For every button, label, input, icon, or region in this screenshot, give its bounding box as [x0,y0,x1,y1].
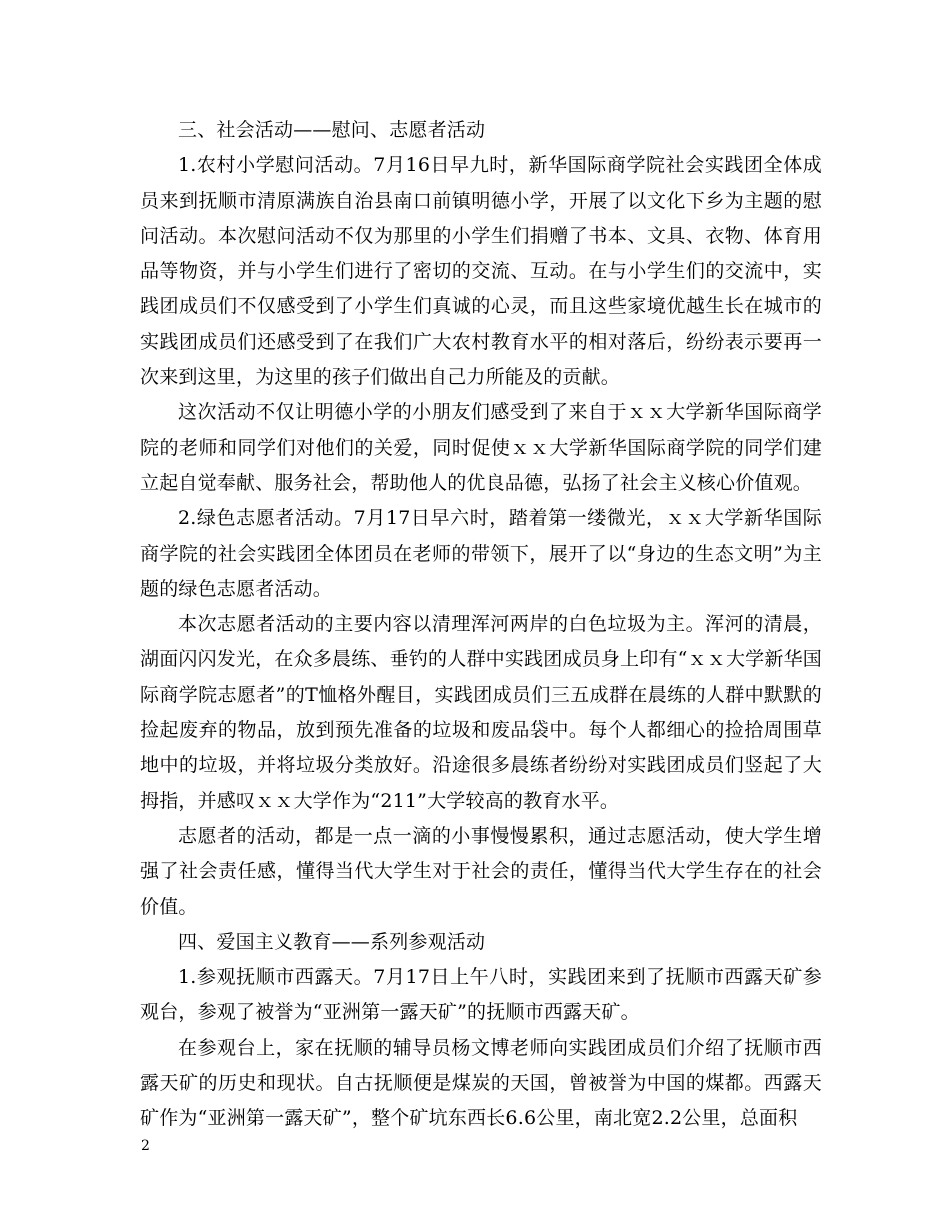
paragraph: 志愿者的活动，都是一点一滴的小事慢慢累积，通过志愿活动，使大学生增强了社会责任感，懂得当代大学生对于社会的责任，懂得当代大学生存在的社会价值。 [140,824,822,918]
paragraph: 2.绿色志愿者活动。7月17日早六时，踏着第一缕微光，ｘｘ大学新华国际商学院的社会实践团全体团员在老师的带领下，展开了以“身边的生态文明”为主题的绿色志愿者活动。 [140,507,822,600]
document-body [140,113,822,1137]
paragraph: 本次志愿者活动的主要内容以清理浑河两岸的白色垃圾为主。浑河的清晨，湖面闪闪发光，在众多晨练、垂钓的人群中实践团成员身上印有“ｘｘ大学新华国际商学院志愿者”的T恤格外醒目，实践团成员们三五成群在晨练的人群中默默的捡起废弃的物品，放到预先准备的垃圾和废品袋中。每个人都细心的捡拾周围草地中的垃圾，并将垃圾分类放好。沿途很多晨练者纷纷对实践团成员们竖起了大拇指，并感叹ｘｘ大学作为“211”大学较高的教育水平。 [140,613,822,812]
section-heading: 四、爱国主义教育——系列参观活动 [178,930,486,953]
paragraph: 1.参观抚顺市西露天。7月17日上午八时，实践团来到了抚顺市西露天矿参观台，参观了被誉为“亚洲第一露天矿”的抚顺市西露天矿。 [140,966,822,1024]
paragraph: 1.农村小学慰问活动。7月16日早九时，新华国际商学院社会实践团全体成员来到抚顺市清原满族自治县南口前镇明德小学，开展了以文化下乡为主题的慰问活动。本次慰问活动不仅为那里的小学生们捐赠了书本、文具、衣物、体育用品等物资，并与小学生们进行了密切的交流、互动。在与小学生们的交流中，实践团成员们不仅感受到了小学生们真诚的心灵，而且这些家境优越生长在城市的实践团成员们还感受到了在我们广大农村教育水平的相对落后，纷纷表示要再一次来到这里，为这里的孩子们做出自己力所能及的贡献。 [140,154,822,389]
section-heading: 三、社会活动——慰问、志愿者活动 [178,119,486,141]
paragraph: 这次活动不仅让明德小学的小朋友们感受到了来自于ｘｘ大学新华国际商学院的老师和同学们对他们的关爱，同时促使ｘｘ大学新华国际商学院的同学们建立起自觉奉献、服务社会，帮助他人的优良品德，弘扬了社会主义核心价值观。 [140,401,822,494]
page-number: 2 [141,1138,150,1154]
paragraph: 在参观台上，家在抚顺的辅导员杨文博老师向实践团成员们介绍了抚顺市西露天矿的历史和现状。自古抚顺便是煤炭的天国，曾被誉为中国的煤都。西露天矿作为“亚洲第一露天矿”，整个矿坑东西长6.6公里，南北宽2.2公里，总面积 [140,1036,822,1130]
